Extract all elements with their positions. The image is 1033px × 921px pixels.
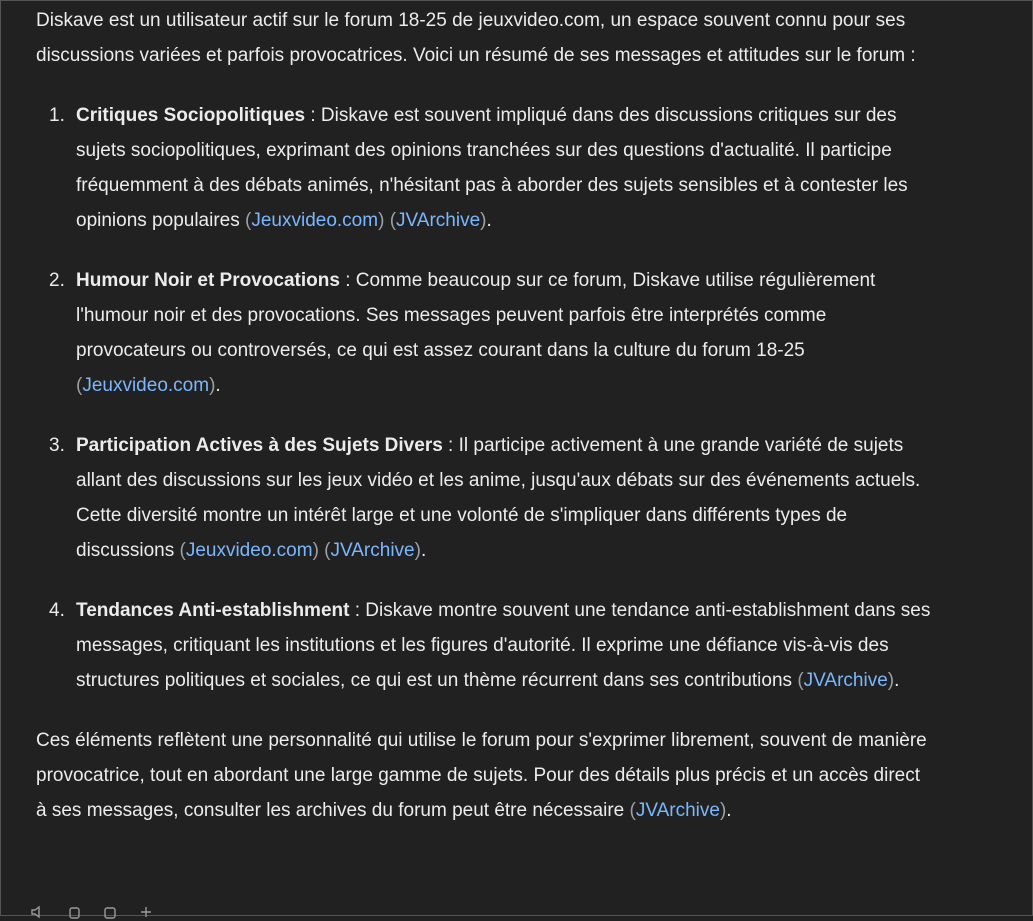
read-aloud-icon[interactable]	[29, 905, 47, 919]
source-link[interactable]: JVArchive	[330, 540, 415, 561]
list-item-title: Tendances Anti-establishment	[76, 600, 350, 621]
message-toolbar	[29, 905, 155, 919]
source-citation: (Jeuxvideo.com)	[76, 375, 216, 396]
list-item: 3. Participation Actives à des Sujets Divers : Il participe activement à une grande variété de sujets allant des discussions sur les jeux vidéo et les anime, jusqu'aux débats sur des événements actuels. Cette diversité montre un intérêt large et une volonté de s'impliquer dans différents types de discussions (Jeuxvideo.com) (JVArchive).	[36, 428, 931, 568]
list-item-text: : Diskave est souvent impliqué dans des discussions critiques sur des sujets sociopolitiques, exprimant des opinions tranchées sur des questions d'actualité. Il participe fréquemment à des débats animés, n'hésitant pas à aborder des sujets sensibles et à contester les opinions populaires	[76, 105, 908, 231]
source-link[interactable]: JVArchive	[803, 670, 888, 691]
list-item-number: 3.	[49, 435, 65, 456]
list-item-title: Humour Noir et Provocations	[76, 270, 340, 291]
conclusion-text: Ces éléments reflètent une personnalité qui utilise le forum pour s'exprimer librement, souvent de manière provocatrice, tout en abordant une large gamme de sujets. Pour des détails plus précis et un accès direct à ses messages, consulter les archives du forum peut être nécessaire	[36, 730, 927, 821]
regenerate-icon[interactable]	[101, 905, 119, 919]
sparkle-icon[interactable]	[137, 905, 155, 919]
source-link[interactable]: Jeuxvideo.com	[185, 540, 313, 561]
source-link[interactable]: Jeuxvideo.com	[251, 210, 379, 231]
list-item: 4. Tendances Anti-establishment : Diskave montre souvent une tendance anti-establishment dans ses messages, critiquant les institutions et les figures d'autorité. Il exprime une défiance vis-à-vis des structures politiques et sociales, ce qui est un thème récurrent dans ses contributions (JVArchive).	[36, 593, 931, 698]
source-citation: (JVArchive)	[389, 210, 487, 231]
list-item-number: 1.	[49, 105, 65, 126]
copy-icon[interactable]	[65, 905, 83, 919]
source-citation: (JVArchive)	[629, 800, 727, 821]
list-item: 1. Critiques Sociopolitiques : Diskave est souvent impliqué dans des discussions critiques sur des sujets sociopolitiques, exprimant des opinions tranchées sur des questions d'actualité. Il participe fréquemment à des débats animés, n'hésitant pas à aborder des sujets sensibles et à contester les opinions populaires (Jeuxvideo.com) (JVArchive).	[36, 98, 931, 238]
source-citation: (JVArchive)	[797, 670, 895, 691]
list-item-title: Critiques Sociopolitiques	[76, 105, 306, 126]
source-citation: (Jeuxvideo.com)	[245, 210, 385, 231]
list-item-number: 2.	[49, 270, 65, 291]
summary-list	[36, 98, 931, 698]
list-item-text: : Diskave montre souvent une tendance anti-establishment dans ses messages, critiquant les institutions et les figures d'autorité. Il exprime une défiance vis-à-vis des structures politiques et sociales, ce qui est un thème récurrent dans ses contributions	[76, 600, 931, 691]
source-link[interactable]: Jeuxvideo.com	[82, 375, 210, 396]
conclusion-paragraph: Ces éléments reflètent une personnalité qui utilise le forum pour s'exprimer librement, souvent de manière provocatrice, tout en abordant une large gamme de sujets. Pour des détails plus précis et un accès direct à ses messages, consulter les archives du forum peut être nécessaire (JVArchive).	[36, 730, 927, 821]
source-link[interactable]: JVArchive	[635, 800, 720, 821]
list-item-text: : Il participe activement à une grande variété de sujets allant des discussions sur les jeux vidéo et les anime, jusqu'aux débats sur des événements actuels. Cette diversité montre un intérêt large et une volonté de s'impliquer dans différents types de discussions	[76, 435, 921, 561]
source-citation: (Jeuxvideo.com)	[179, 540, 319, 561]
assistant-message	[36, 1, 931, 828]
list-item-title: Participation Actives à des Sujets Divers	[76, 435, 443, 456]
source-link[interactable]: JVArchive	[396, 210, 481, 231]
list-item-text: : Comme beaucoup sur ce forum, Diskave utilise régulièrement l'humour noir et des provocations. Ses messages peuvent parfois être interprétés comme provocateurs ou controversés, ce qui est assez courant dans la culture du forum 18-25	[76, 270, 876, 361]
source-citation: (JVArchive)	[324, 540, 421, 561]
list-item-number: 4.	[49, 600, 65, 621]
list-item: 2. Humour Noir et Provocations : Comme beaucoup sur ce forum, Diskave utilise régulièrement l'humour noir et des provocations. Ses messages peuvent parfois être interprétés comme provocateurs ou controversés, ce qui est assez courant dans la culture du forum 18-25 (Jeuxvideo.com).	[36, 263, 931, 403]
intro-paragraph: Diskave est un utilisateur actif sur le forum 18-25 de jeuxvideo.com, un espace souvent connu pour ses discussions variées et parfois provocatrices. Voici un résumé de ses messages et attitudes sur le forum :	[36, 10, 916, 66]
